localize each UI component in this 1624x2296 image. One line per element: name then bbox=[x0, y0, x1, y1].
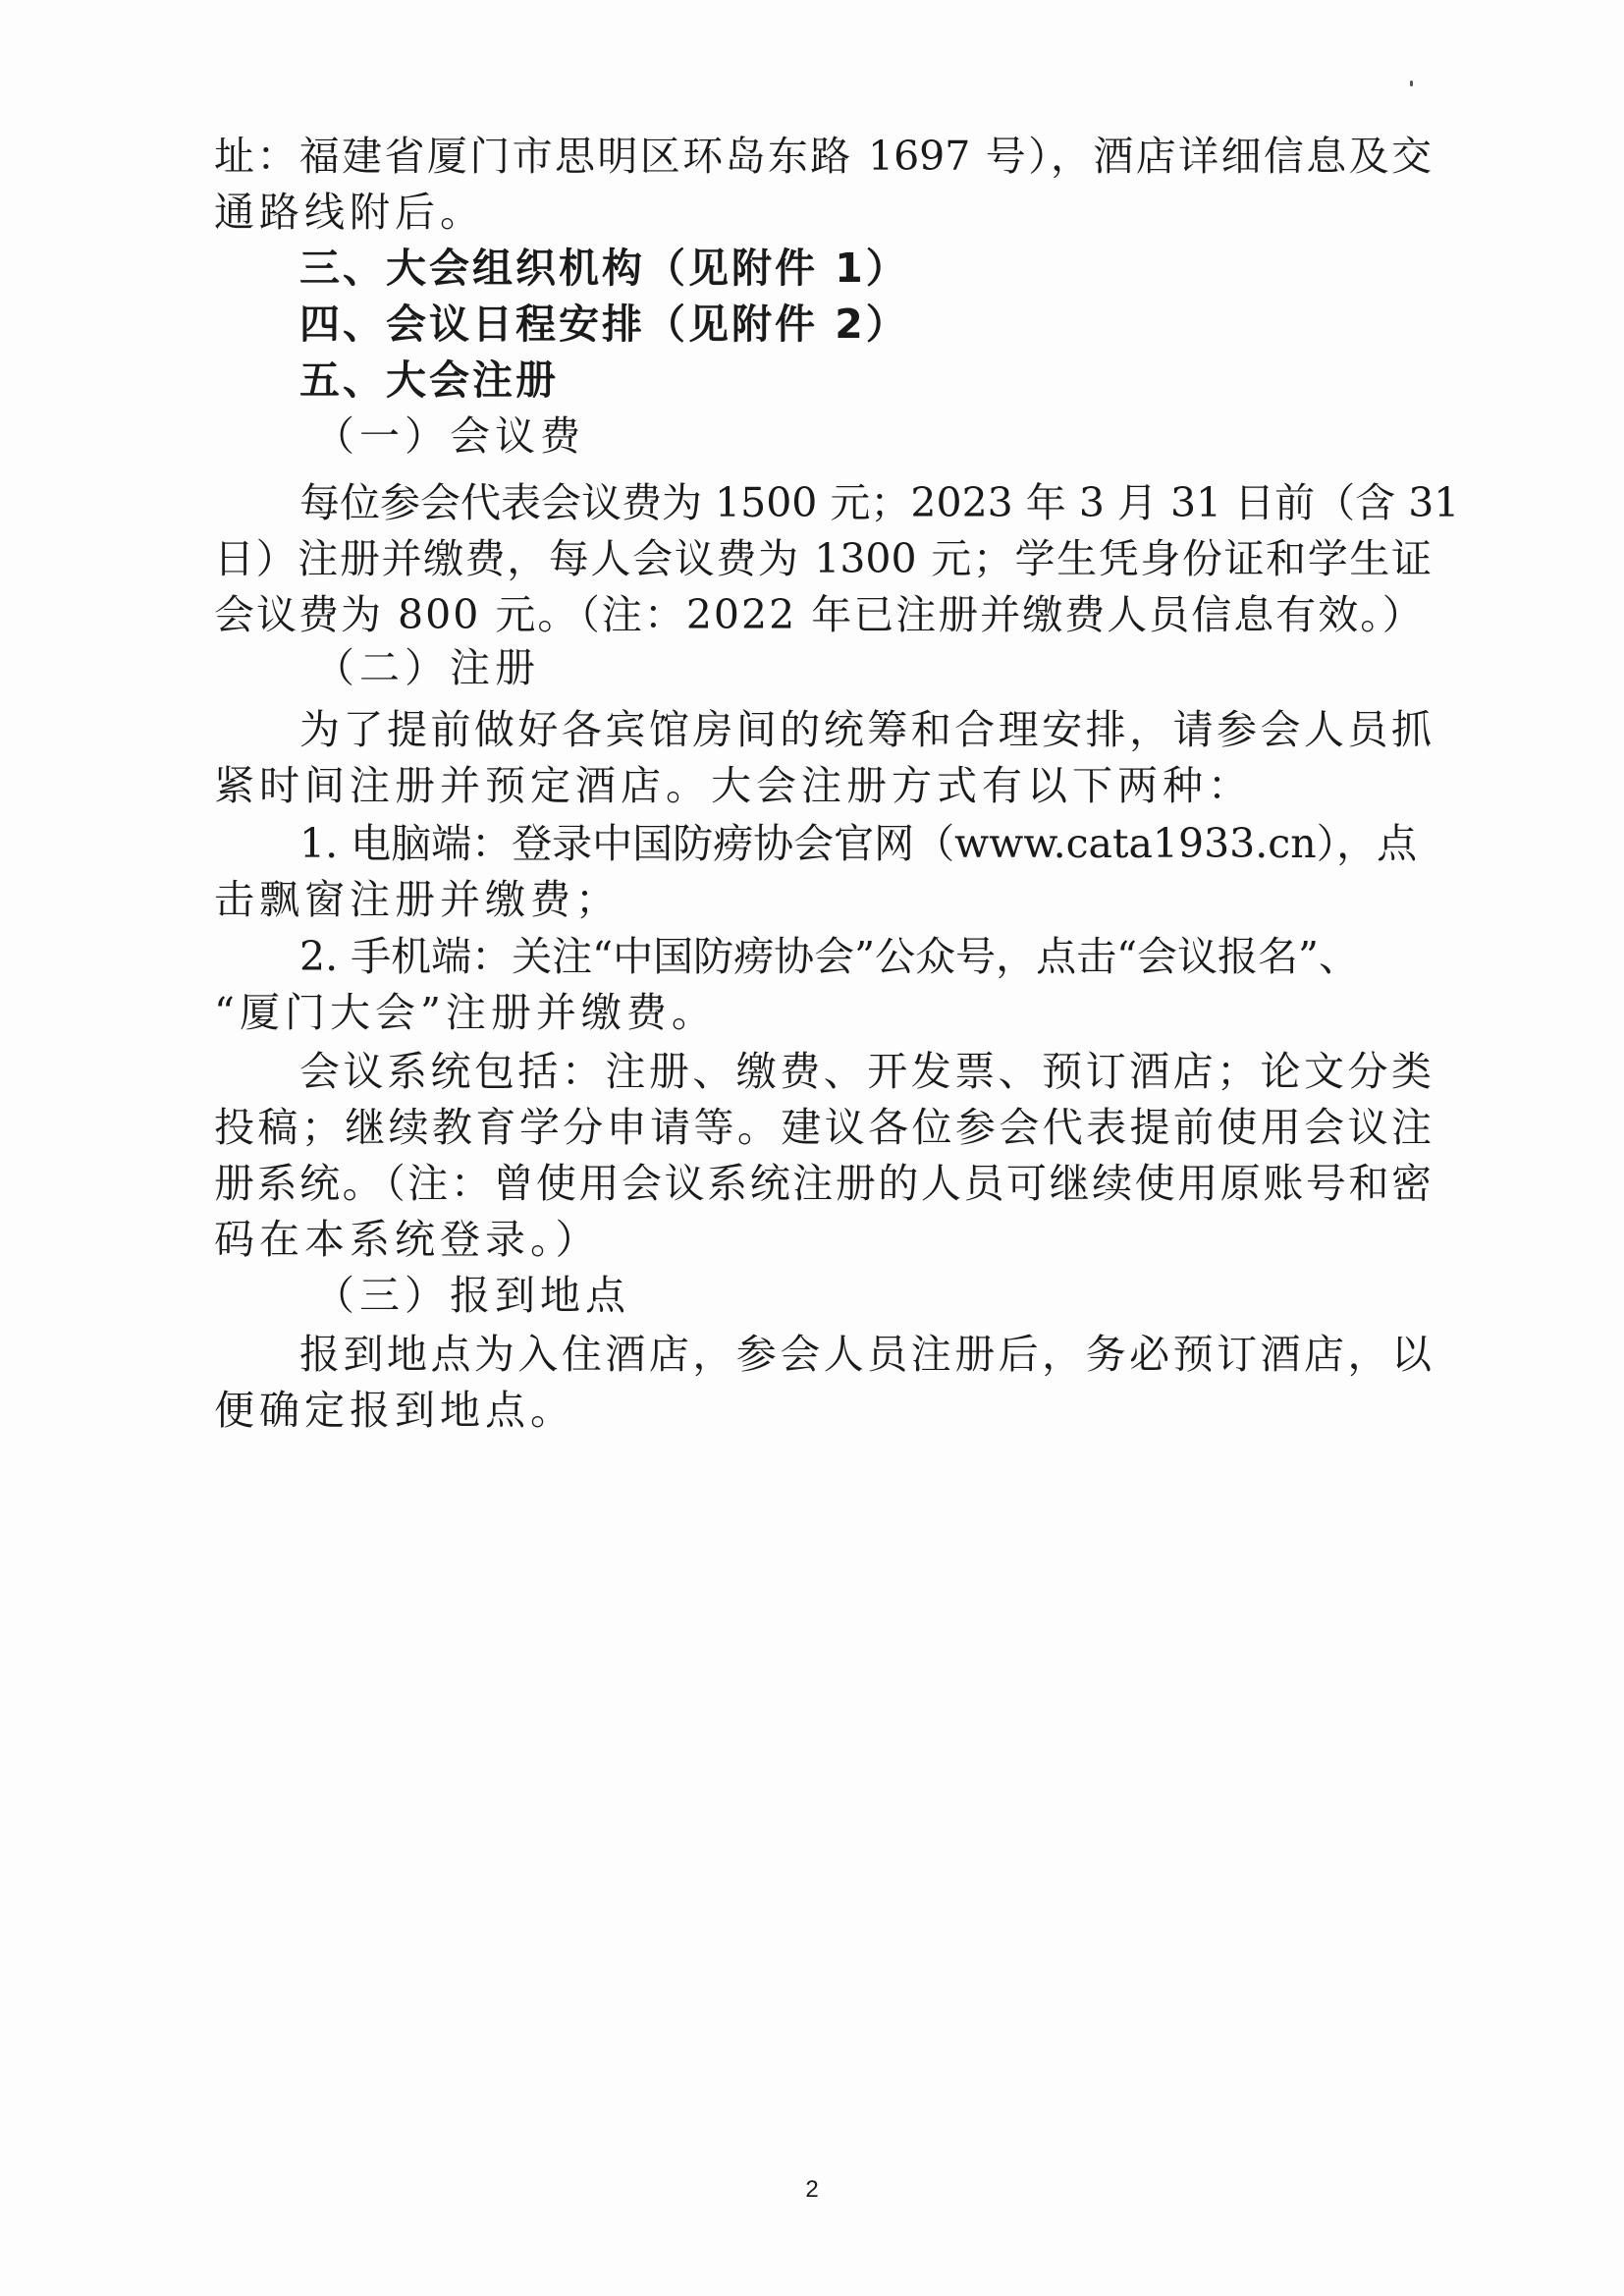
section-heading: 四、会议日程安排（见附件 2） bbox=[299, 301, 909, 348]
paragraph-line: 通路线附后。 bbox=[214, 189, 485, 236]
paragraph-line: 紧时间注册并预定酒店。大会注册方式有以下两种： bbox=[214, 762, 1253, 809]
paragraph-line: 为了提前做好各宾馆房间的统筹和合理安排，请参会人员抓 bbox=[299, 706, 1432, 753]
subsection-heading: （三）报到地点 bbox=[314, 1272, 630, 1319]
paragraph-line: 2. 手机端：关注“中国防痨协会”公众号，点击“会议报名”、 bbox=[299, 933, 1359, 980]
paragraph-line: 址：福建省厦门市思明区环岛东路 1697 号），酒店详细信息及交 bbox=[214, 133, 1432, 180]
paragraph-line: 日）注册并缴费，每人会议费为 1300 元；学生凭身份证和学生证 bbox=[214, 535, 1432, 582]
paragraph-line: 码在本系统登录。） bbox=[214, 1216, 601, 1263]
paragraph-line: 会议系统包括：注册、缴费、开发票、预订酒店；论文分类 bbox=[299, 1048, 1432, 1095]
paragraph-line: 会议费为 800 元。（注：2022 年已注册并缴费人员信息有效。） bbox=[214, 591, 1425, 638]
paragraph-line: 每位参会代表会议费为 1500 元；2023 年 3 月 31 日前（含 31 bbox=[299, 479, 1460, 526]
paragraph-line: “厦门大会”注册并缴费。 bbox=[214, 989, 717, 1036]
scan-speck bbox=[1410, 81, 1413, 86]
paragraph-line: 报到地点为入住酒店，参会人员注册后，务必预订酒店，以 bbox=[299, 1331, 1432, 1378]
subsection-heading: （一）会议费 bbox=[314, 412, 585, 460]
section-heading: 五、大会注册 bbox=[299, 356, 559, 404]
page-number: 2 bbox=[805, 2176, 819, 2203]
paragraph-line: 击飘窗注册并缴费； bbox=[214, 876, 621, 923]
paragraph-line: 1. 电脑端：登录中国防痨协会官网（www.cata1933.cn），点 bbox=[299, 820, 1418, 867]
section-heading: 三、大会组织机构（见附件 1） bbox=[299, 245, 909, 292]
paragraph-line: 便确定报到地点。 bbox=[214, 1387, 575, 1434]
paragraph-line: 投稿；继续教育学分申请等。建议各位参会代表提前使用会议注 bbox=[214, 1104, 1432, 1151]
paragraph-line: 册系统。（注：曾使用会议系统注册的人员可继续使用原账号和密 bbox=[214, 1160, 1432, 1207]
subsection-heading: （二）注册 bbox=[314, 644, 540, 691]
